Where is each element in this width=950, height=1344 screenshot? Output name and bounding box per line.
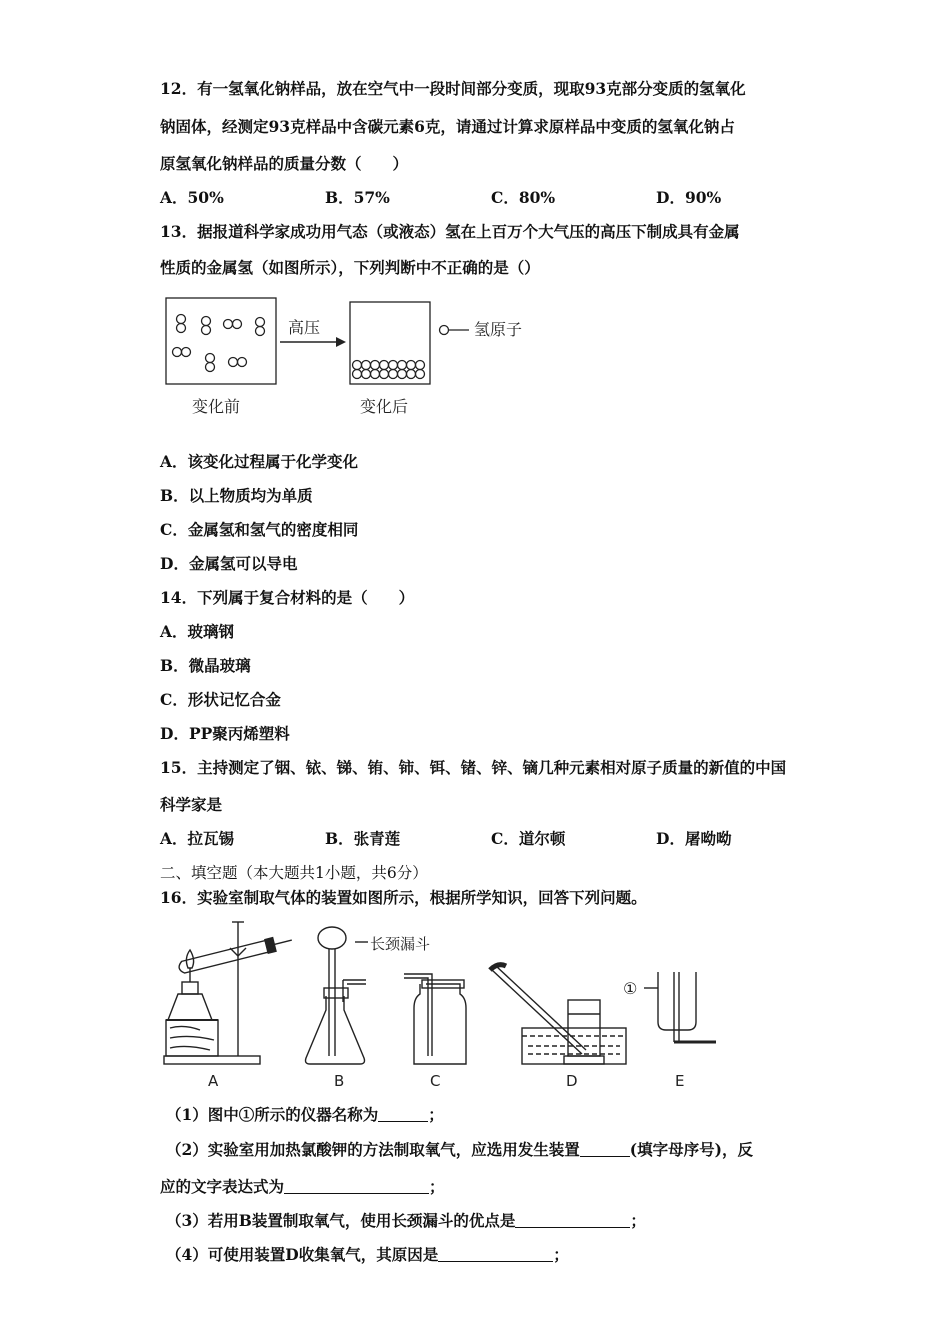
q14-option-c: C．形状记忆合金 [160, 690, 281, 709]
lab-apparatus-figure [160, 918, 720, 1090]
label-e: E [675, 1072, 685, 1090]
q15-option-c: C．道尔顿 [491, 829, 566, 848]
marker-1-label: ① [623, 979, 638, 998]
q12-line-2: 钠固体，经测定93克样品中含碳元素6克，请通过计算求原样品中变质的氢氧化钠占 [160, 117, 735, 136]
q12-line-1: 12．有一氢氧化钠样品，放在空气中一段时间部分变质，现取93克部分变质的氢氧化 [160, 79, 746, 98]
hydrogen-atom-legend-icon [440, 326, 449, 335]
metallic-hydrogen-atoms [353, 361, 425, 379]
label-d: D [566, 1072, 578, 1090]
q13-option-b: B．以上物质均为单质 [160, 486, 313, 505]
apparatus-a [164, 922, 293, 1064]
q13-line-2: 性质的金属氢（如图所示），下列判断中不正确的是（） [160, 258, 540, 277]
q15-line-1: 15．主持测定了铟、铱、锑、铕、铈、铒、锗、锌、镝几种元素相对原子质量的新值的中国 [160, 758, 787, 777]
q16-sub-2-line-2-text: 应的文字表达式为 [160, 1177, 285, 1196]
apparatus-d [490, 965, 626, 1064]
pressure-label: 高压 [288, 318, 321, 337]
q16-sub-4 [166, 1243, 569, 1265]
q14-option-d: D．PP聚丙烯塑料 [160, 724, 290, 743]
label-c: C [430, 1072, 441, 1090]
q12-option-a: A．50% [160, 188, 224, 207]
q16-sub-1-blank[interactable] [378, 1106, 428, 1123]
label-b: B [334, 1072, 345, 1090]
q14-stem: 14．下列属于复合材料的是（ ） [160, 588, 415, 607]
q13-option-a: A．该变化过程属于化学变化 [160, 452, 359, 471]
q16-sub-3-text: （3）若用B装置制取氧气，使用长颈漏斗的优点是 [166, 1211, 516, 1230]
q13-option-d: D．金属氢可以导电 [160, 554, 298, 573]
q16-sub-2-line-2-end: ； [429, 1177, 445, 1196]
arrow-head-icon [336, 337, 346, 347]
q16-sub-4-blank[interactable] [438, 1246, 553, 1263]
q16-sub-1 [166, 1103, 444, 1125]
q16-sub-3-blank[interactable] [515, 1212, 630, 1229]
q15-line-2: 科学家是 [160, 795, 223, 814]
q15-option-d: D．屠呦呦 [656, 829, 732, 848]
apparatus-c [404, 974, 466, 1064]
q16-sub-2-tail: (填字母序号)，反 [629, 1140, 753, 1159]
q16-sub-3-end: ； [630, 1211, 646, 1230]
q12-option-c: C．80% [491, 188, 556, 207]
q16-sub-1-text: （1）图中①所示的仪器名称为 [166, 1105, 379, 1124]
q16-sub-2-expression-blank[interactable] [284, 1178, 429, 1195]
q15-option-a: A．拉瓦锡 [160, 829, 235, 848]
apparatus-e [644, 972, 716, 1042]
funnel-label: 长颈漏斗 [370, 935, 431, 953]
before-container [166, 298, 276, 384]
q13-option-c: C．金属氢和氢气的密度相同 [160, 520, 359, 539]
q14-option-a: A．玻璃钢 [160, 622, 235, 641]
q16-sub-2-blank[interactable] [580, 1141, 630, 1158]
after-label: 变化后 [360, 397, 409, 416]
label-a: A [208, 1072, 219, 1090]
hydrogen-atom-label: 氢原子 [474, 320, 523, 339]
q12-option-d: D．90% [656, 188, 722, 207]
hydrogen-change-figure [160, 292, 560, 422]
q14-option-b: B．微晶玻璃 [160, 656, 251, 675]
q16-sub-3 [166, 1209, 646, 1231]
section-2-title: 二、填空题（本大题共1小题，共6分） [160, 864, 428, 882]
q13-line-1: 13．据报道科学家成功用气态（或液态）氢在上百万个大气压的高压下制成具有金属 [160, 222, 740, 241]
q12-line-3: 原氢氧化钠样品的质量分数（ ） [160, 154, 409, 173]
q16-sub-1-end: ； [428, 1105, 444, 1124]
q16-sub-2-line-2 [160, 1175, 445, 1197]
q16-sub-2-text: （2）实验室用加热氯酸钾的方法制取氧气，应选用发生装置 [166, 1140, 580, 1159]
q16-stem: 16．实验室制取气体的装置如图所示，根据所学知识，回答下列问题。 [160, 888, 647, 907]
q16-sub-4-text: （4）可使用装置D收集氧气，其原因是 [166, 1245, 439, 1264]
q16-sub-4-end: ； [553, 1245, 569, 1264]
q12-option-b: B．57% [325, 188, 390, 207]
before-label: 变化前 [192, 397, 241, 416]
q16-sub-2 [166, 1138, 753, 1160]
q15-option-b: B．张青莲 [325, 829, 401, 848]
apparatus-b [306, 927, 369, 1064]
hydrogen-molecules [173, 315, 265, 372]
